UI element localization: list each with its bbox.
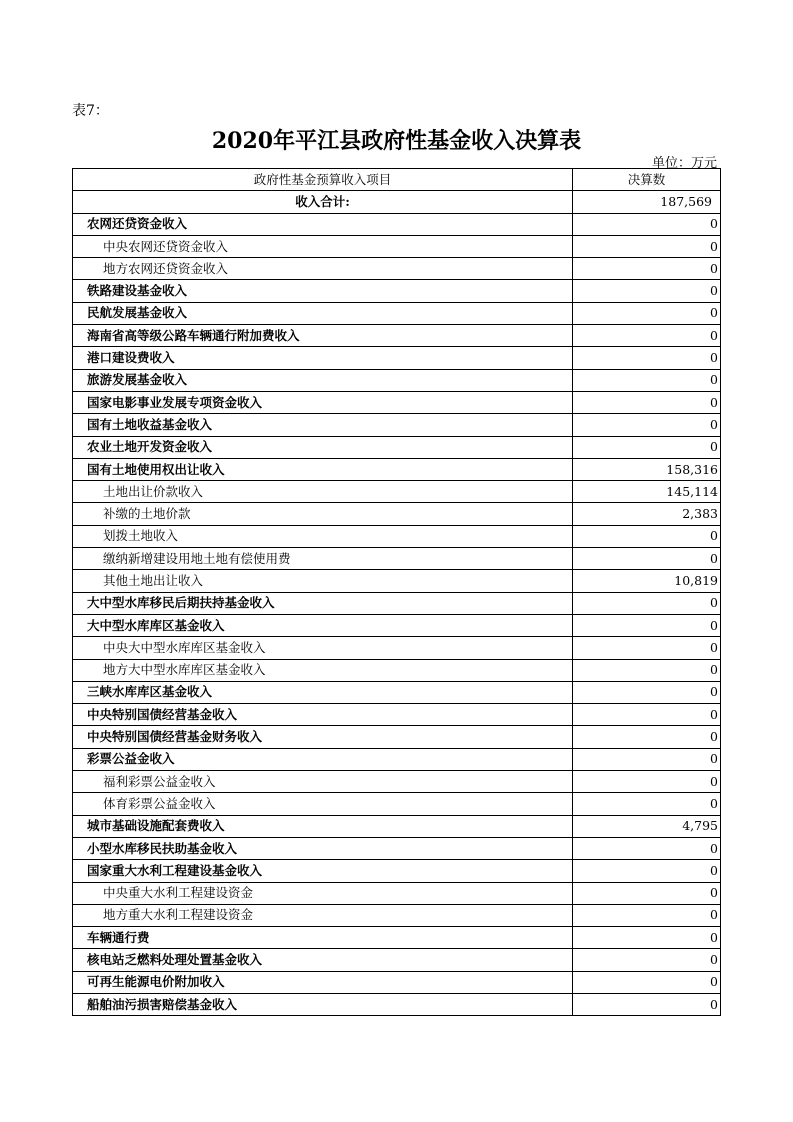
row-value: 0: [573, 592, 721, 614]
row-item-label: 国有土地收益基金收入: [73, 414, 573, 436]
table-row: [73, 726, 721, 748]
table-row: [73, 771, 721, 793]
table-row: [73, 882, 721, 904]
table-body: [73, 191, 721, 1016]
row-value: 0: [573, 771, 721, 793]
row-item-label: 中央特别国债经营基金收入: [73, 704, 573, 726]
table-row: [73, 235, 721, 257]
row-value: 0: [573, 347, 721, 369]
table-row: [73, 904, 721, 926]
table-row: [73, 548, 721, 570]
row-item-label: 船舶油污损害赔偿基金收入: [73, 993, 573, 1015]
row-value: 0: [573, 993, 721, 1015]
row-value: 0: [573, 681, 721, 703]
row-item-label: 大中型水库库区基金收入: [73, 614, 573, 636]
table-row: [73, 659, 721, 681]
table-row: [73, 436, 721, 458]
row-item-label: 国家重大水利工程建设基金收入: [73, 860, 573, 882]
row-value: 0: [573, 882, 721, 904]
row-item-label: 地方大中型水库库区基金收入: [73, 659, 573, 681]
table-row: [73, 971, 721, 993]
row-value: 0: [573, 637, 721, 659]
row-value: 0: [573, 391, 721, 413]
row-value: 0: [573, 280, 721, 302]
table-row: [73, 391, 721, 413]
row-value: 0: [573, 258, 721, 280]
row-item-label: 三峡水库库区基金收入: [73, 681, 573, 703]
row-item-label: 旅游发展基金收入: [73, 369, 573, 391]
row-item-label: 车辆通行费: [73, 927, 573, 949]
row-item-label: 福利彩票公益金收入: [73, 771, 573, 793]
row-item-label: 小型水库移民扶助基金收入: [73, 837, 573, 859]
table-row: [73, 637, 721, 659]
row-item-label: 城市基础设施配套费收入: [73, 815, 573, 837]
row-value: 0: [573, 726, 721, 748]
table-row: [73, 681, 721, 703]
row-value: 0: [573, 525, 721, 547]
row-value: 0: [573, 748, 721, 770]
row-item-label: 国有土地使用权出让收入: [73, 458, 573, 480]
row-item-label: 其他土地出让收入: [73, 570, 573, 592]
table-row: [73, 525, 721, 547]
table-row: [73, 302, 721, 324]
row-item-label: 土地出让价款收入: [73, 481, 573, 503]
table-header-row: [73, 169, 721, 191]
table-row: [73, 927, 721, 949]
table-row: [73, 570, 721, 592]
row-value: 187,569: [573, 191, 721, 213]
row-item-label: 中央大中型水库库区基金收入: [73, 637, 573, 659]
row-item-label: 港口建设费收入: [73, 347, 573, 369]
table-row: [73, 481, 721, 503]
table-row: [73, 704, 721, 726]
row-item-label: 可再生能源电价附加收入: [73, 971, 573, 993]
table-row: [73, 503, 721, 525]
table-row: [73, 213, 721, 235]
row-item-label: 中央重大水利工程建设资金: [73, 882, 573, 904]
row-value: 0: [573, 436, 721, 458]
row-value: 0: [573, 325, 721, 347]
row-value: 0: [573, 904, 721, 926]
row-item-label: 中央农网还贷资金收入: [73, 235, 573, 257]
row-value: 10,819: [573, 570, 721, 592]
row-item-label: 国家电影事业发展专项资金收入: [73, 391, 573, 413]
table-row: [73, 414, 721, 436]
row-item-label: 收入合计:: [73, 191, 573, 213]
table-row: [73, 837, 721, 859]
row-item-label: 海南省高等级公路车辆通行附加费收入: [73, 325, 573, 347]
row-value: 158,316: [573, 458, 721, 480]
row-value: 0: [573, 949, 721, 971]
row-item-label: 地方重大水利工程建设资金: [73, 904, 573, 926]
column-header-value: 决算数: [573, 169, 721, 191]
table-number-label: 表7：: [72, 103, 109, 119]
column-header-item: 政府性基金预算收入项目: [73, 169, 573, 191]
table-row: [73, 592, 721, 614]
row-value: 2,383: [573, 503, 721, 525]
table-row: [73, 949, 721, 971]
row-value: 0: [573, 548, 721, 570]
table-row: [73, 993, 721, 1015]
row-item-label: 补缴的土地价款: [73, 503, 573, 525]
table-row: [73, 325, 721, 347]
row-item-label: 民航发展基金收入: [73, 302, 573, 324]
row-item-label: 大中型水库移民后期扶持基金收入: [73, 592, 573, 614]
row-value: 0: [573, 614, 721, 636]
row-value: 4,795: [573, 815, 721, 837]
table-row: [73, 347, 721, 369]
row-value: 0: [573, 860, 721, 882]
row-value: 0: [573, 704, 721, 726]
table-row: [73, 258, 721, 280]
page-title: 2020年平江县政府性基金收入决算表: [211, 128, 582, 154]
row-value: 0: [573, 414, 721, 436]
row-item-label: 农网还贷资金收入: [73, 213, 573, 235]
row-item-label: 核电站乏燃料处理处置基金收入: [73, 949, 573, 971]
row-value: 0: [573, 837, 721, 859]
row-value: 0: [573, 235, 721, 257]
table-row: [73, 280, 721, 302]
row-item-label: 中央特别国债经营基金财务收入: [73, 726, 573, 748]
row-value: 0: [573, 659, 721, 681]
table-row: [73, 614, 721, 636]
row-value: 0: [573, 369, 721, 391]
row-item-label: 体育彩票公益金收入: [73, 793, 573, 815]
row-value: 0: [573, 927, 721, 949]
row-item-label: 缴纳新增建设用地土地有偿使用费: [73, 548, 573, 570]
table-row: [73, 748, 721, 770]
row-value: 0: [573, 971, 721, 993]
row-value: 0: [573, 213, 721, 235]
budget-table: [72, 168, 721, 1016]
row-value: 0: [573, 793, 721, 815]
row-value: 145,114: [573, 481, 721, 503]
table-row: [73, 458, 721, 480]
row-item-label: 铁路建设基金收入: [73, 280, 573, 302]
row-value: 0: [573, 302, 721, 324]
row-item-label: 划拨土地收入: [73, 525, 573, 547]
table-row: [73, 815, 721, 837]
table-row: [73, 793, 721, 815]
table-row: [73, 860, 721, 882]
unit-label: 单位：万元: [651, 156, 717, 171]
row-item-label: 农业土地开发资金收入: [73, 436, 573, 458]
table-row: [73, 369, 721, 391]
row-item-label: 彩票公益金收入: [73, 748, 573, 770]
table-row: [73, 191, 721, 213]
row-item-label: 地方农网还贷资金收入: [73, 258, 573, 280]
